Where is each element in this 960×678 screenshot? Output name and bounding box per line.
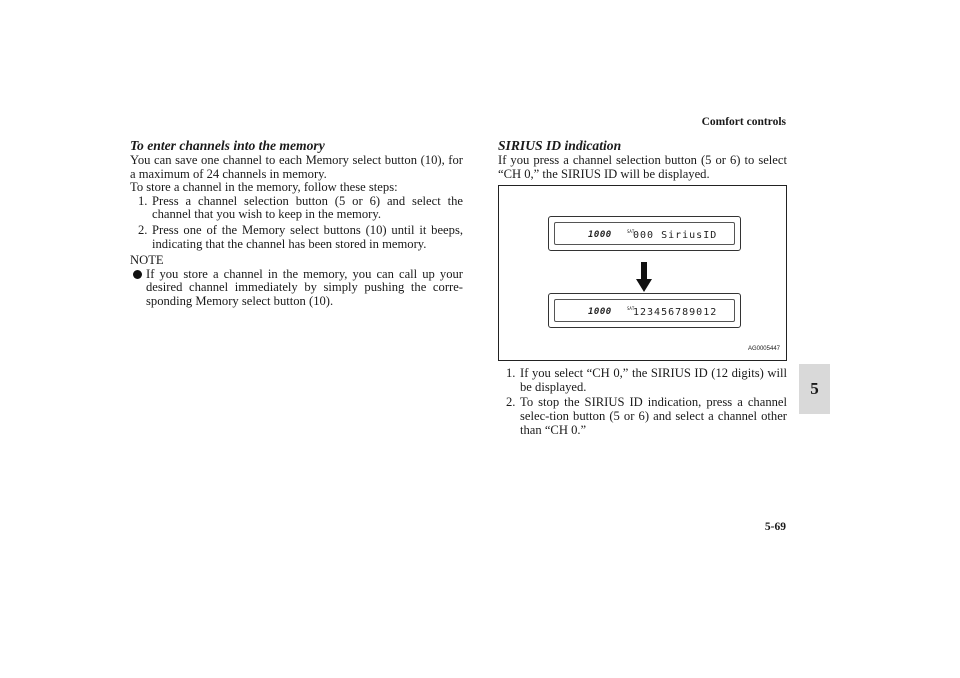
step-text: Press a channel selection button (5 or 6) and select the channel that you wish to keep in the memory.: [152, 193, 463, 222]
display-time: 1000: [588, 307, 612, 318]
left-column: [130, 138, 463, 309]
radio-display-before: [548, 216, 741, 251]
step-number: 1.: [138, 193, 148, 208]
chapter-tab: 5: [799, 364, 830, 414]
page-header-title: Comfort controls: [701, 116, 786, 128]
memory-section-heading: To enter channels into the memory: [130, 138, 325, 153]
memory-steps-list: [130, 195, 463, 251]
list-item: [130, 195, 463, 222]
arrow-down-icon: [636, 262, 652, 292]
sirius-section-heading: SIRIUS ID indication: [498, 138, 622, 153]
note-text: If you store a channel in the memory, you can call up your desired channel immediately by simply pushing the corre-sponding Memory select button (10).: [146, 266, 463, 308]
display-text: 123456789012: [633, 307, 718, 319]
memory-steps-intro: To store a channel in the memory, follow these steps:: [130, 180, 398, 195]
list-item: [498, 367, 787, 394]
note-item: [130, 268, 463, 309]
figure-id: AG0005447: [747, 345, 780, 352]
display-text: 000 SiriusID: [633, 230, 718, 242]
sirius-steps-list: [498, 367, 787, 437]
list-item: [498, 396, 787, 437]
step-number: 2.: [506, 395, 516, 410]
display-time: 1000: [588, 230, 612, 241]
step-text: Press one of the Memory select buttons (10) until it beeps, indicating that the channel has been stored in memory.: [152, 222, 463, 251]
radio-display-figure: [498, 185, 787, 361]
memory-intro-text: You can save one channel to each Memory select button (10), for a maximum of 24 channels in memory.: [130, 153, 463, 181]
sat-indicator: SAT: [627, 229, 635, 235]
step-number: 2.: [138, 222, 148, 237]
note-label: NOTE: [130, 253, 164, 268]
step-text: To stop the SIRIUS ID indication, press a channel selec-tion button (5 or 6) and select a channel other than “CH 0.”: [520, 395, 787, 437]
list-item: [130, 224, 463, 251]
right-column: [498, 138, 787, 439]
sat-indicator: SAT: [627, 306, 635, 312]
page-number: 5-69: [764, 521, 786, 533]
step-number: 1.: [506, 366, 516, 381]
radio-display-after: [548, 293, 741, 328]
bullet-icon: [133, 270, 142, 279]
step-text: If you select “CH 0,” the SIRIUS ID (12 digits) will be displayed.: [520, 366, 787, 394]
sirius-intro-text: If you press a channel selection button (5 or 6) to select “CH 0,” the SIRIUS ID will be displayed.: [498, 153, 787, 181]
